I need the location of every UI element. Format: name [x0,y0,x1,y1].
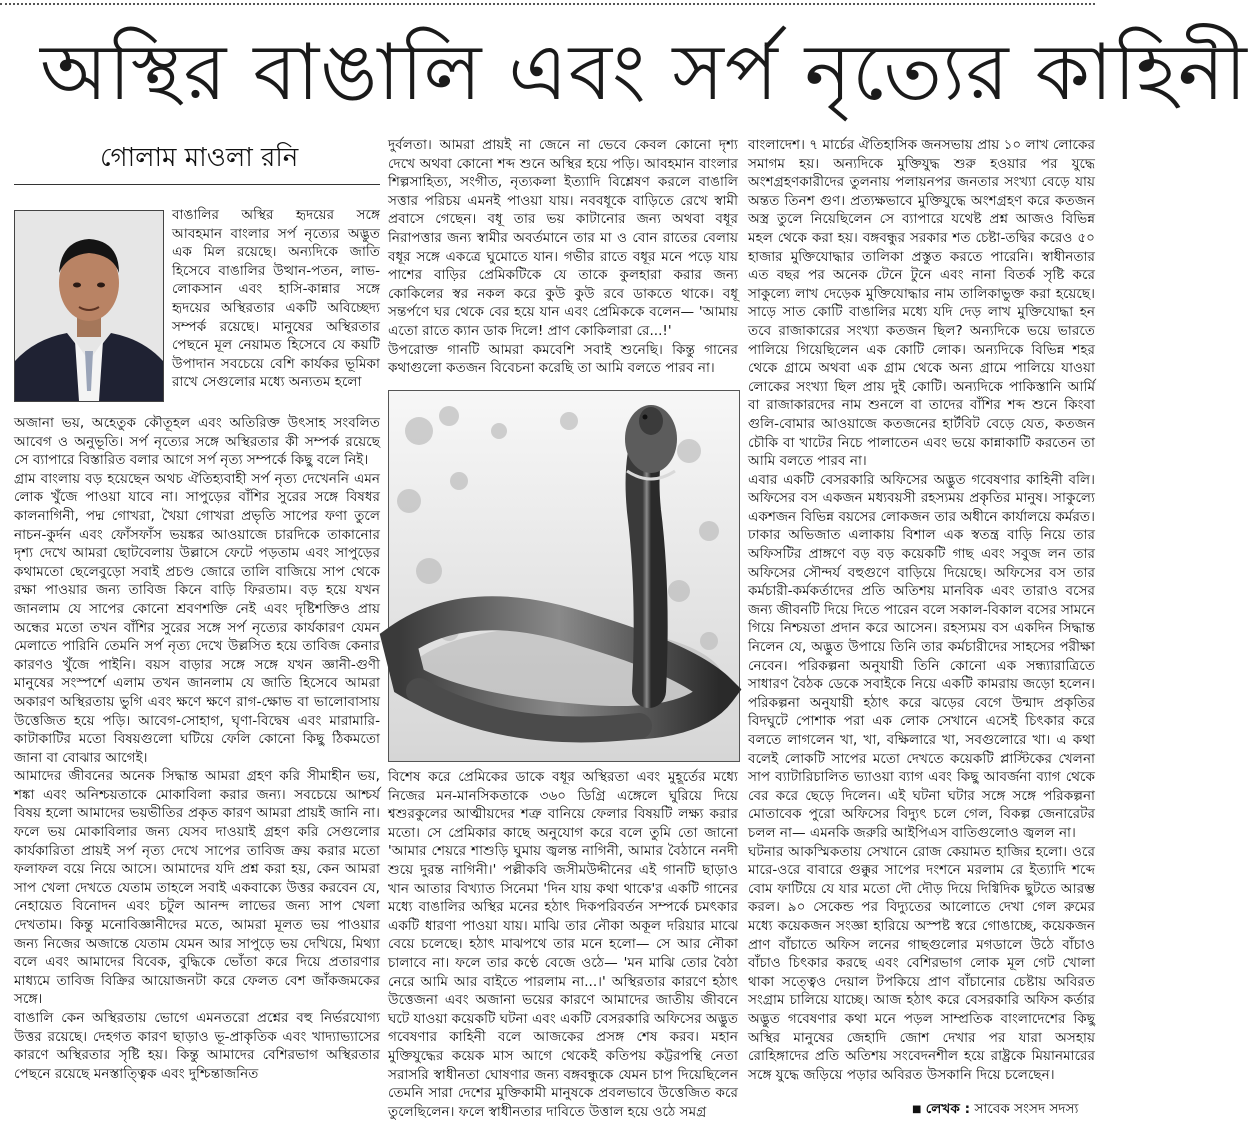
column-1-top-text: বাঙালির অস্থির হৃদয়ের সঙ্গে আবহমান বাংলার সর্প নৃত্যের অদ্ভুত এক মিল রয়েছে। অন্যদিকে জাতি হিসেবে বাঙালির উত্থান-পতন, লাভ-লোকসান এবং হাসি-কান্নার সঙ্গে হৃদয়ের অস্থিরতার একটি অবিচ্ছেদ্য সম্পর্ক রয়েছে। মানুষের অস্থিরতার পেছনে মূল নেয়ামত হিসেবে যে কয়টি উপাদান সবচেয়ে বেশি কার্যকর ভূমিকা রাখে সেগুলোর মধ্যে অন্যতম হলো [172,207,380,391]
author-photo [14,210,164,402]
author-note-text: সাবেক সংসদ সদস্য [974,1101,1079,1117]
column-2-paragraph: দুর্বলতা। আমরা প্রায়ই না জেনে না ভেবে কেবল কোনো দৃশ্য দেখে অথবা কোনো শব্দ শুনে অস্থির হয়ে পড়ি। আবহমান বাংলার শিল্পসাহিত্য, সংগীত, নৃত্যকলা ইত্যাদি বিশ্লেষণ করলে বাঙালি সত্তার পরিচয় এমনই পাওয়া যায়। নববধূকে বাড়িতে রেখে স্বামী প্রবাসে গেছেন। বধূ তার ভয় কাটানোর জন্য অথবা বধূর নিরাপত্তার জন্য স্বামীর অবর্তমানে তার মা ও বোন রাতের বেলায় বধূর সঙ্গে একত্রে ঘুমোতে যান। গভীর রাতে বধূর মনে পড়ে যায় পাশের বাড়ির প্রেমিকটিকে যে তাকে কুলহারা করার জন্য কোকিলের স্বর নকল করে কুউ কুউ রবে ডাকতে থাকে। বধূ সন্তর্পণে ঘর থেকে বের হয়ে যান এবং প্রেমিককে বলেন— 'আমায় এতো রাতে ক্যান ডাক দিলে! প্রাণ কোকিলারা রে...!' [388,137,738,339]
author-note [912,1100,1095,1119]
headline: অস্থির বাঙালি এবং সর্প নৃত্যের কাহিনী [40,28,1248,118]
column-1-paragraph: আমাদের জীবনের অনেক সিদ্ধান্ত আমরা গ্রহণ করি সীমাহীন ভয়, শঙ্কা এবং অনিশ্চয়তাকে মোকাবিলা করার জন্য। সবচেয়ে আশ্চর্য বিষয় হলো আমাদের ভয়ভীতির প্রকৃত কারণ আমরা প্রায়ই জানি না। ফলে ভয় মোকাবিলার জন্য যেসব দাওয়াই গ্রহণ করি সেগুলোর কার্যকারিতা প্রায়ই সর্প নৃত্য দেখে সাপের তাবিজ ক্রয় করার মতো ফলাফল বয়ে নিয়ে আসে। আমাদের যদি প্রশ্ন করা হয়, কেন আমরা সাপ খেলা দেখতে যেতাম তাহলে সবাই একবাক্যে উত্তর করবেন যে, নেহায়েত বিনোদন এবং চটুল আনন্দ লাভের জন্য সাপ খেলা দেখতাম। কিন্তু মনোবিজ্ঞানীদের মতে, আমরা মূলত ভয় পাওয়ার জন্য নিজের অজান্তে যেতাম যেমন আর সাপুড়ে ভয় দেখিয়ে, মিথ্যা বলে এবং আমাদের বিবেক, বুদ্ধিকে ভোঁতা করে দিয়ে প্রতারণার মাধ্যমে তাবিজ বিক্রির আয়োজনটা করে ফেলত বেশ জাঁকজমকের সঙ্গে। [14,768,380,1008]
column-1-paragraph: বাঙালি কেন অস্থিরতায় ভোগে এমনতরো প্রশ্নের বহু নির্ভরযোগ্য উত্তর রয়েছে। দেহগত কারণ ছাড়াও ভূ-প্রাকৃতিক এবং খাদ্যাভ্যাসের কারণে অস্থিরতার সৃষ্টি হয়। কিন্তু আমাদের বেশিরভাগ অস্থিরতার পেছনে রয়েছে মনস্তাত্ত্বিক এবং দুশ্চিন্তাজনিত [14,1010,380,1082]
square-bullet-icon: ■ [912,1104,922,1115]
author-portrait-image [15,211,163,401]
column-2-paragraph: উপরোক্ত গানটি আমরা কমবেশি সবাই শুনেছি। কিন্তু গানের কথাগুলো কতজন বিবেচনা করেছি তা আমি বলতে পারব না। [388,341,738,377]
column-3-paragraph: বাংলাদেশ। ৭ মার্চের ঐতিহাসিক জনসভায় প্রায় ১০ লাখ লোকের সমাগম হয়। অন্যদিকে মুক্তিযুদ্ধ শুরু হওয়ার পর যুদ্ধে অংশগ্রহণকারীদের তুলনায় পলায়নপর জনতার সংখ্যা বেড়ে যায় অন্তত তিনশ গুণ। প্রত্যক্ষভাবে মুক্তিযুদ্ধে অংশগ্রহণ করে কতজন অস্ত্র তুলে নিয়েছিলেন সে ব্যাপারে যথেষ্ট প্রশ্ন আজও বিভিন্ন মহল থেকে করা হয়। বঙ্গবন্ধুর সরকার শত চেষ্টা-তদ্বির করেও ৫০ হাজার মুক্তিযোদ্ধার তালিকা প্রস্তুত করতে পারেনি। স্বাধীনতার এত বছর পর অনেক টেনে টুনে এবং নানা বিতর্ক সৃষ্টি করে সাকুল্যে লাখ দেড়েক মুক্তিযোদ্ধার নাম তালিকাভুক্ত করা হয়েছে। সাড়ে সাত কোটি বাঙালির মধ্যে যদি দেড় লাখ মুক্তিযোদ্ধা হন তবে রাজাকারের সংখ্যা কতজন ছিল? অন্যদিকে ভয়ে ভারতে পালিয়ে গিয়েছিলেন এক কোটি লোক। অন্যদিকে বিভিন্ন শহর থেকে গ্রামে অথবা এক গ্রাম থেকে অন্য গ্রামে পালিয়ে যাওয়া লোকের সংখ্যা ছিল প্রায় দুই কোটি। অন্যদিকে পাকিস্তানি আর্মি বা রাজাকারদের নাম শুনলে বা তাদের বাঁশির শব্দ শুনে কিংবা গুলি-বোমার আওয়াজে কতজনের হার্টবিট বেড়ে যেত, কতজন চৌকি বা খাটের নিচে পালাতেন এবং ভয়ে কান্নাকাটি করতেন তা আমি বলতে পারব না। [748,137,1096,470]
cobra-photo [388,390,740,762]
byline: গোলাম মাওলা রনি [100,143,299,173]
column-3 [748,136,1095,1119]
cobra-image [389,391,739,761]
column-1-paragraph: গ্রাম বাংলায় বড় হয়েছেন অথচ ঐতিহ্যবাহী সর্প নৃত্য দেখেননি এমন লোক খুঁজে পাওয়া যাবে না। সাপুড়ের বাঁশির সুরের সঙ্গে বিষধর কালনাগিনী, পদ্ম গোখরা, খৈয়া গোখরা প্রভৃতি সাপের ফণা তুলে নাচন-কুর্দন এবং ফোঁসফাঁস ভয়ঙ্কর আওয়াজে চারদিকে তাকানোর দৃশ্য দেখে আমরা ছোটবেলায় উল্লাসে ফেটে পড়তাম এবং সাপুড়ের কথামতো ছেলেবুড়ো সবাই প্রচণ্ড জোরে তালি বাজিয়ে সাপ থেকে রক্ষা পাওয়ার জন্য তাবিজ কিনে বাড়ি ফিরতাম। বড় হয়ে যখন জানলাম যে সাপের কোনো শ্রবণশক্তি নেই এবং দৃষ্টিশক্তিও প্রায় অন্ধের মতো তখন বাঁশির সুরের সঙ্গে সর্প নৃত্যের কার্যকারণ যেমন মেলাতে পারিনি তেমনি সর্প নৃত্য দেখে উল্লসিত হয়ে তাবিজ কেনার কারণও খুঁজে পাইনি। বয়স বাড়ার সঙ্গে সঙ্গে যখন জ্ঞানী-গুণী মানুষের সংস্পর্শে এলাম তখন জানলাম যে জাতি হিসেবে আমরা অকারণ অস্থিরতায় ভুগি এবং ক্ষণে ক্ষণে রাগ-ক্ষোভ বা ভালোবাসায় উত্তেজিত হয়ে পড়ি। আবেগ-সোহাগ, ঘৃণা-বিদ্বেষ এবং মারামারি-কাটাকাটির মতো বিষয়গুলো ঘটিয়ে ফেলি কোনো কিছু ঠিকমতো জানা বা বোঝার আগেই। [14,470,380,766]
column-2-bottom-text: বিশেষ করে প্রেমিকের ডাকে বধূর অস্থিরতা এবং মুহূর্তের মধ্যে নিজের মন-মানসিকতাকে ৩৬০ ডিগ্রি এঙ্গেলে ঘুরিয়ে দিয়ে শ্বশুরকুলের আত্মীয়দের শত্রু বানিয়ে ফেলার বিষয়টি লক্ষ্য করার মতো। সে প্রেমিকার কাছে অনুযোগ করে বলে তুমি তো জানো 'আমার শেয়রে শাশুড়ি ঘুমায় জ্বলন্ত নাগিনী, আমার বৈঠানে ননদী শুয়ে দুরন্ত নাগিনী।' পল্লীকবি জসীমউদ্দীনের এই গানটি ছাড়াও খান আতার বিখ্যাত সিনেমা 'দিন যায় কথা থাকে'র একটি গানের মধ্যে বাঙালির অস্থির মনের হঠাৎ দিকপরিবর্তন সম্পর্কে চমৎকার একটি ধারণা পাওয়া যায়। মাঝি তার নৌকা অকূল দরিয়ার মাঝে বেয়ে চলেছে। হঠাৎ মাঝপথে তার মনে হলো— সে আর নৌকা চালাবে না। ফলে তার কণ্ঠে বেজে ওঠে— 'মন মাঝি তোর বৈঠা নেরে আমি আর বাইতে পারলাম না...।' অস্থিরতার কারণে হঠাৎ উত্তেজনা এবং অজানা ভয়ের কারণে আমাদের জাতীয় জীবনে ঘটে যাওয়া কয়েকটি ঘটনা এবং একটি বেসরকারি অফিসের অদ্ভুত গবেষণার কাহিনী বলে আজকের প্রসঙ্গ শেষ করব। মহান মুক্তিযুদ্ধের কয়েক মাস আগে থেকেই কতিপয় কট্টরপন্থি নেতা সরাসরি স্বাধীনতা ঘোষণার জন্য বঙ্গবন্ধুকে যেমন চাপ দিয়েছিলেন তেমনি সারা দেশের মুক্তিকামী মানুষকে প্রবলভাবে উত্তেজিত করে তুলেছিলেন। ফলে স্বাধীনতার দাবিতে উত্তাল হয়ে ওঠে সমগ্র [388,769,738,1120]
column-3-paragraph: এবার একটি বেসরকারি অফিসের অদ্ভুত গবেষণার কাহিনী বলি। অফিসের বস একজন মধ্যবয়সী রহস্যময় প্রকৃতির মানুষ। সাকুল্যে একশজন বিভিন্ন বয়সের লোকজন তার অধীনে কার্যালয়ে কর্মরত। ঢাকার অভিজাত এলাকায় বিশাল এক স্বতন্ত্র বাড়ি নিয়ে তার অফিসটির প্রাঙ্গণে বড় বড় কয়েকটি গাছ এবং সবুজ লন তার অফিসের সৌন্দর্য বহুগুণে বাড়িয়ে দিয়েছে। অফিসের বস তার কর্মচারী-কর্মকর্তাদের প্রতি অতিশয় মানবিক এবং তারাও বসের জন্য জীবনটি দিয়ে দিতে পারেন বলে সকাল-বিকাল বসের সামনে গিয়ে নিশ্চয়তা প্রদান করে আসেন। রহস্যময় বস একদিন সিদ্ধান্ত নিলেন যে, অদ্ভুত উপায়ে তিনি তার কর্মচারীদের সাহসের পরীক্ষা নেবেন। পরিকল্পনা অনুযায়ী তিনি কোনো এক সন্ধ্যারাত্রিতে সাধারণ বৈঠক ডেকে সবাইকে নিয়ে একটি কামরায় জড়ো হলেন। পরিকল্পনা অনুযায়ী হঠাৎ করে ঝড়ের বেগে উন্মাদ প্রকৃতির বিদঘুটে পোশাক পরা এক লোক সেখানে এসেই চিৎকার করে বলতে লাগলেন খা, খা, বক্ষিলারে খা, সবগুলোরে খা। এ কথা বলেই লোকটি সাপের মতো দেখতে কয়েকটি প্লাস্টিকের খেলনা সাপ ব্যাটারিচালিত ভ্যাওয়া ব্যাগ এবং কিছু আবর্জনা ব্যাগ থেকে বের করে ছেড়ে দিলেন। এই ঘটনা ঘটার সঙ্গে সঙ্গে পরিকল্পনা মোতাবেক পুরো অফিসের বিদ্যুৎ চলে গেল, বিকল্প জেনারেটর চলল না— এমনকি জরুরি আইপিএস বাতিগুলোও জ্বলল না। [748,471,1095,841]
column-3-paragraph: ঘটনার আকস্মিকতায় সেখানে রোজ কেয়ামত হাজির হলো। ওরে মারে-ওরে বাবারে গুক্কুর সাপের দংশনে মরলাম রে ইত্যাদি শব্দে বোম ফাটিয়ে যে যার মতো দৌ দৌড় দিয়ে দিগ্বিদিক ছুটতে আরম্ভ করল। ৯০ সেকেন্ড পর বিদ্যুতের আলোতে দেখা গেল রুমের মধ্যে কয়েকজন সংজ্ঞা হারিয়ে অস্পষ্ট স্বরে গোঙাচ্ছে, কয়েকজন প্রাণ বাঁচাতে অফিস লনের গাছগুলোর মগডালে উঠে বাঁচাও বাঁচাও চিৎকার করছে এবং বেশিরভাগ লোক মূল গেট খোলা থাকা সত্ত্বেও দেয়াল টপকিয়ে প্রাণ বাঁচানোর চেষ্টায় অবিরত সংগ্রাম চালিয়ে যাচ্ছে। আজ হঠাৎ করে বেসরকারি অফিস কর্তার অদ্ভুত গবেষণার কথা মনে পড়ল সাম্প্রতিক বাংলাদেশের কিছু অস্থির মানুষের জেহাদি জোশ দেখার পর যারা অসহায় রোহিঙ্গাদের প্রতি অতিশয় সংবেদনশীল হয়ে রাষ্ট্রকে মিয়ানমারের সঙ্গে যুদ্ধে জড়িয়ে পড়ার অবিরত উসকানি দিয়ে চলেছেন। [748,843,1096,1083]
byline-rule [14,184,380,185]
column-1-paragraph: অজানা ভয়, অহেতুক কৌতূহল এবং অতিরিক্ত উৎসাহ সংবলিত আবেগ ও অনুভূতি। সর্প নৃত্যের সঙ্গে অস্থিরতার কী সম্পর্ক রয়েছে সে ব্যাপারে বিস্তারিত বলার আগে সর্প নৃত্য সম্পর্কে কিছু বলে নিই। [14,415,380,469]
column-1 [14,414,380,1119]
author-note-label: লেখক : [925,1101,971,1117]
top-dotted-rule [0,3,1095,5]
column-2-top [388,136,738,382]
